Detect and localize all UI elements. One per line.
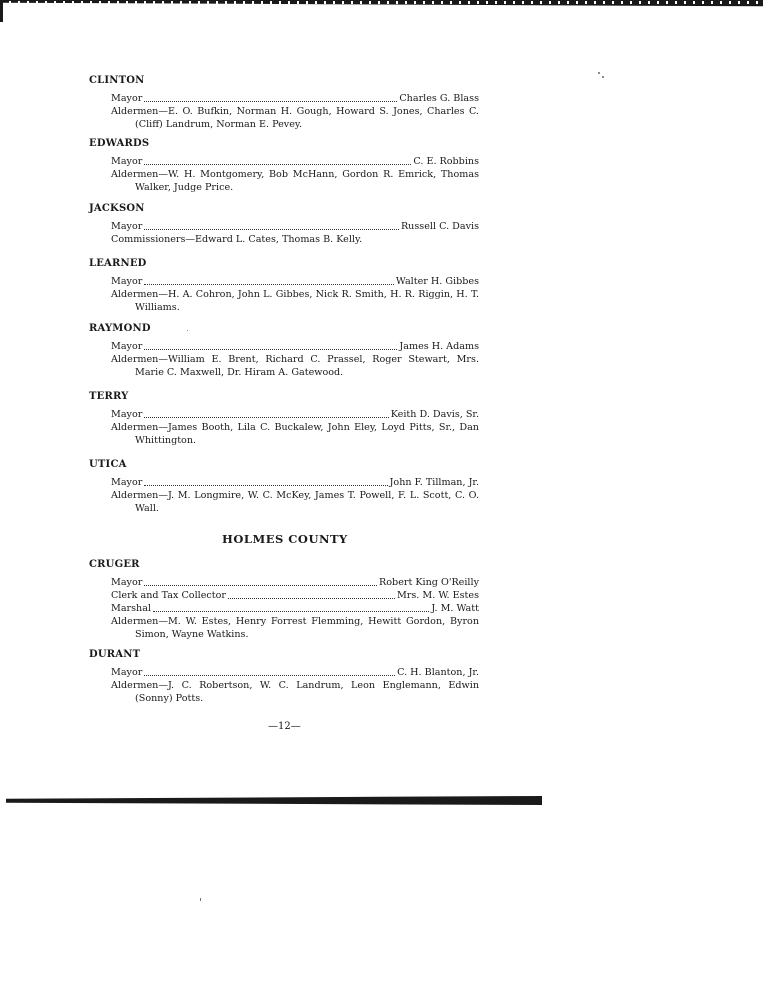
town-name: TERRY [89,391,129,402]
bottom-border-rule [6,796,542,805]
official-name: Robert King O'Reilly [379,577,479,588]
officials-block [111,476,479,515]
scan-speck [187,330,188,331]
mayor-row [111,155,479,168]
office-label: Mayor [111,276,143,287]
office-label: Mayor [111,156,143,167]
officials-block [111,155,479,194]
officials-block [111,275,479,314]
office-label: Mayor [111,93,143,104]
dot-leader [144,674,395,676]
section-learned [89,257,489,314]
members-list: Aldermen—James Booth, Lila C. Buckalew, John Eley, Loyd Pitts, Sr., Dan Whittington. [111,422,479,446]
office-label: Mayor [111,221,143,232]
mayor-row [111,220,479,233]
members-list: Aldermen—E. O. Bufkin, Norman H. Gough, Howard S. Jones, Charles C. (Cliff) Landrum, Norman E. Pevey. [111,106,479,130]
members-list: Aldermen—W. H. Montgomery, Bob McHann, Gordon R. Emrick, Thomas Walker, Judge Price. [111,169,479,193]
mayor-row [111,92,479,105]
town-name: EDWARDS [89,138,150,149]
town-name: UTICA [89,459,127,470]
town-name: JACKSON [89,203,145,214]
page-number: —12— [268,721,301,732]
officials-block [111,92,479,131]
section-cruger [89,558,489,641]
marshal-row [111,602,479,615]
dot-leader [144,348,397,350]
section-raymond [89,322,489,379]
official-name: Walter H. Gibbes [395,276,479,287]
left-edge-mark [0,0,3,22]
members-list: Aldermen—M. W. Estes, Henry Forrest Flemming, Hewitt Gordon, Byron Simon, Wayne Watkins. [111,616,479,640]
members-list: Aldermen—William E. Brent, Richard C. Prassel, Roger Stewart, Mrs. Marie C. Maxwell, Dr. Hiram A. Gatewood. [111,354,479,378]
county-heading: HOLMES COUNTY [222,532,348,546]
official-name: John F. Tillman, Jr. [389,477,479,488]
dot-leader [144,416,388,418]
official-name: C. E. Robbins [413,156,479,167]
town-name: DURANT [89,649,141,660]
officials-block [111,220,479,246]
office-label: Mayor [111,409,143,420]
scan-speck [598,72,600,74]
official-name: Russell C. Davis [400,221,479,232]
dot-leader [144,163,411,165]
official-name: Charles G. Blass [399,93,479,104]
officials-block [111,340,479,379]
official-name: J. M. Watt [431,603,479,614]
members-list: Aldermen—H. A. Cohron, John L. Gibbes, Nick R. Smith, H. R. Riggin, H. T. Williams. [111,289,479,313]
section-terry [89,390,489,447]
members-list: Aldermen—J. C. Robertson, W. C. Landrum, Leon Englemann, Edwin (Sonny) Potts. [111,680,479,704]
office-label: Mayor [111,477,143,488]
dot-leader [144,584,377,586]
mayor-row [111,275,479,288]
office-label: Mayor [111,341,143,352]
office-label: Marshal [111,603,152,614]
mayor-row [111,408,479,421]
town-name: CRUGER [89,559,140,570]
officials-block [111,408,479,447]
official-name: C. H. Blanton, Jr. [397,667,479,678]
town-name: RAYMOND [89,323,151,334]
section-clinton [89,74,489,131]
mayor-row [111,476,479,489]
section-durant [89,648,489,705]
officials-block [111,666,479,705]
scan-speck [200,898,201,901]
official-name: Mrs. M. W. Estes [396,590,479,601]
office-label: Mayor [111,667,143,678]
mayor-row [111,340,479,353]
town-name: CLINTON [89,75,145,86]
scan-speck [602,76,604,78]
office-label: Clerk and Tax Collector [111,590,226,601]
dot-leader [144,100,397,102]
town-name: LEARNED [89,258,147,269]
dot-leader [144,228,399,230]
section-jackson [89,202,489,246]
mayor-row [111,666,479,679]
members-list: Aldermen—J. M. Longmire, W. C. McKey, James T. Powell, F. L. Scott, C. O. Wall. [111,490,479,514]
official-name: Keith D. Davis, Sr. [390,409,479,420]
section-utica [89,458,489,515]
section-edwards [89,137,489,194]
officials-block [111,576,479,641]
members-list: Commissioners—Edward L. Cates, Thomas B. Kelly. [111,234,363,245]
dot-leader [144,484,387,486]
dot-leader [144,283,394,285]
office-label: Mayor [111,577,143,588]
mayor-row [111,576,479,589]
dot-leader [153,610,429,612]
official-name: James H. Adams [399,341,479,352]
clerk-row [111,589,479,602]
top-border-perforation [0,1,763,4]
dot-leader [228,597,395,599]
